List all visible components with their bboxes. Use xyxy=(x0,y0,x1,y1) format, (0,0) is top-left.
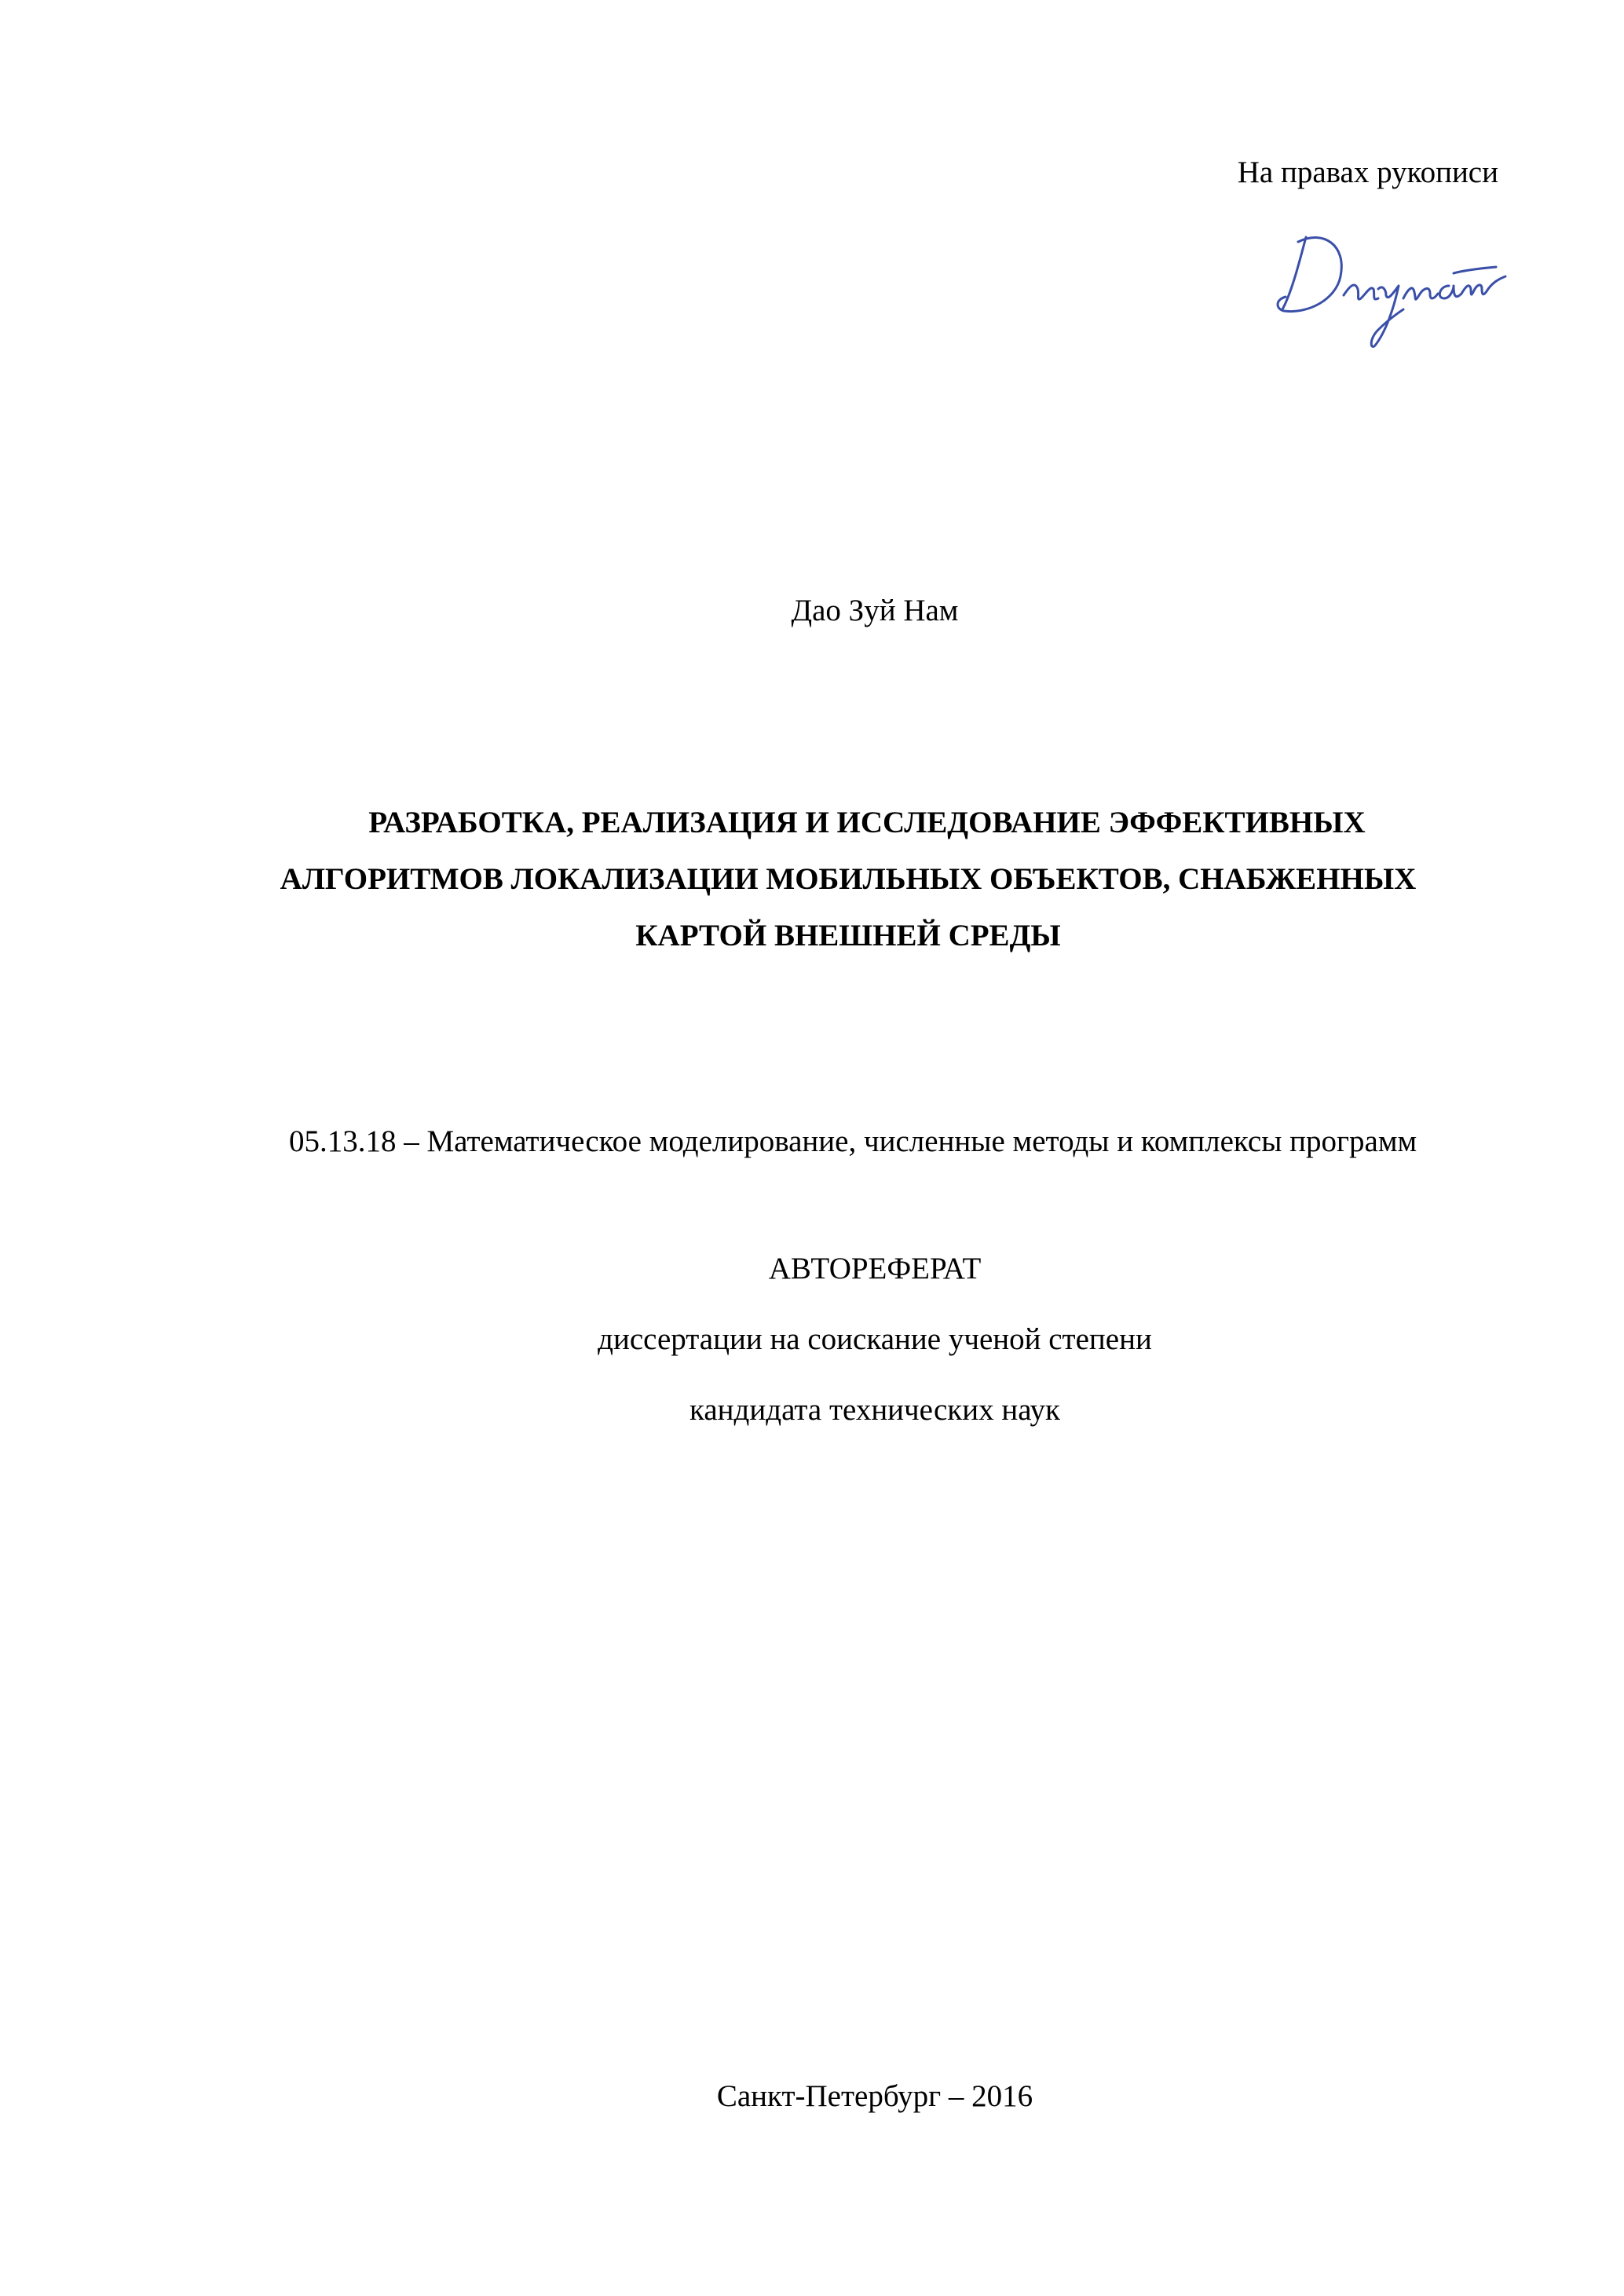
specialty-code: 05.13.18 – Математическое моделирование, численные методы и комплексы программ xyxy=(289,1124,1417,1158)
dissertation-title xyxy=(204,795,1492,964)
manuscript-rights-note: На правах рукописи xyxy=(1237,155,1498,189)
degree-line-1: диссертации на соискание ученой степени xyxy=(598,1322,1152,1356)
place-and-year: Санкт-Петербург – 2016 xyxy=(716,2079,1033,2113)
title-line-1: РАЗРАБОТКА, РЕАЛИЗАЦИЯ И ИССЛЕДОВАНИЕ ЭФФЕКТИВНЫХ xyxy=(368,806,1366,839)
degree-line-2: кандидата технических наук xyxy=(689,1393,1060,1427)
title-line-3: КАРТОЙ ВНЕШНЕЙ СРЕДЫ xyxy=(635,919,1061,952)
document-kind: АВТОРЕФЕРАТ xyxy=(768,1252,982,1285)
author-name: Дао Зуй Нам xyxy=(791,594,959,627)
title-line-2: АЛГОРИТМОВ ЛОКАЛИЗАЦИИ МОБИЛЬНЫХ ОБЪЕКТОВ, СНАБЖЕННЫХ xyxy=(280,862,1417,896)
author-signature xyxy=(1268,214,1508,351)
